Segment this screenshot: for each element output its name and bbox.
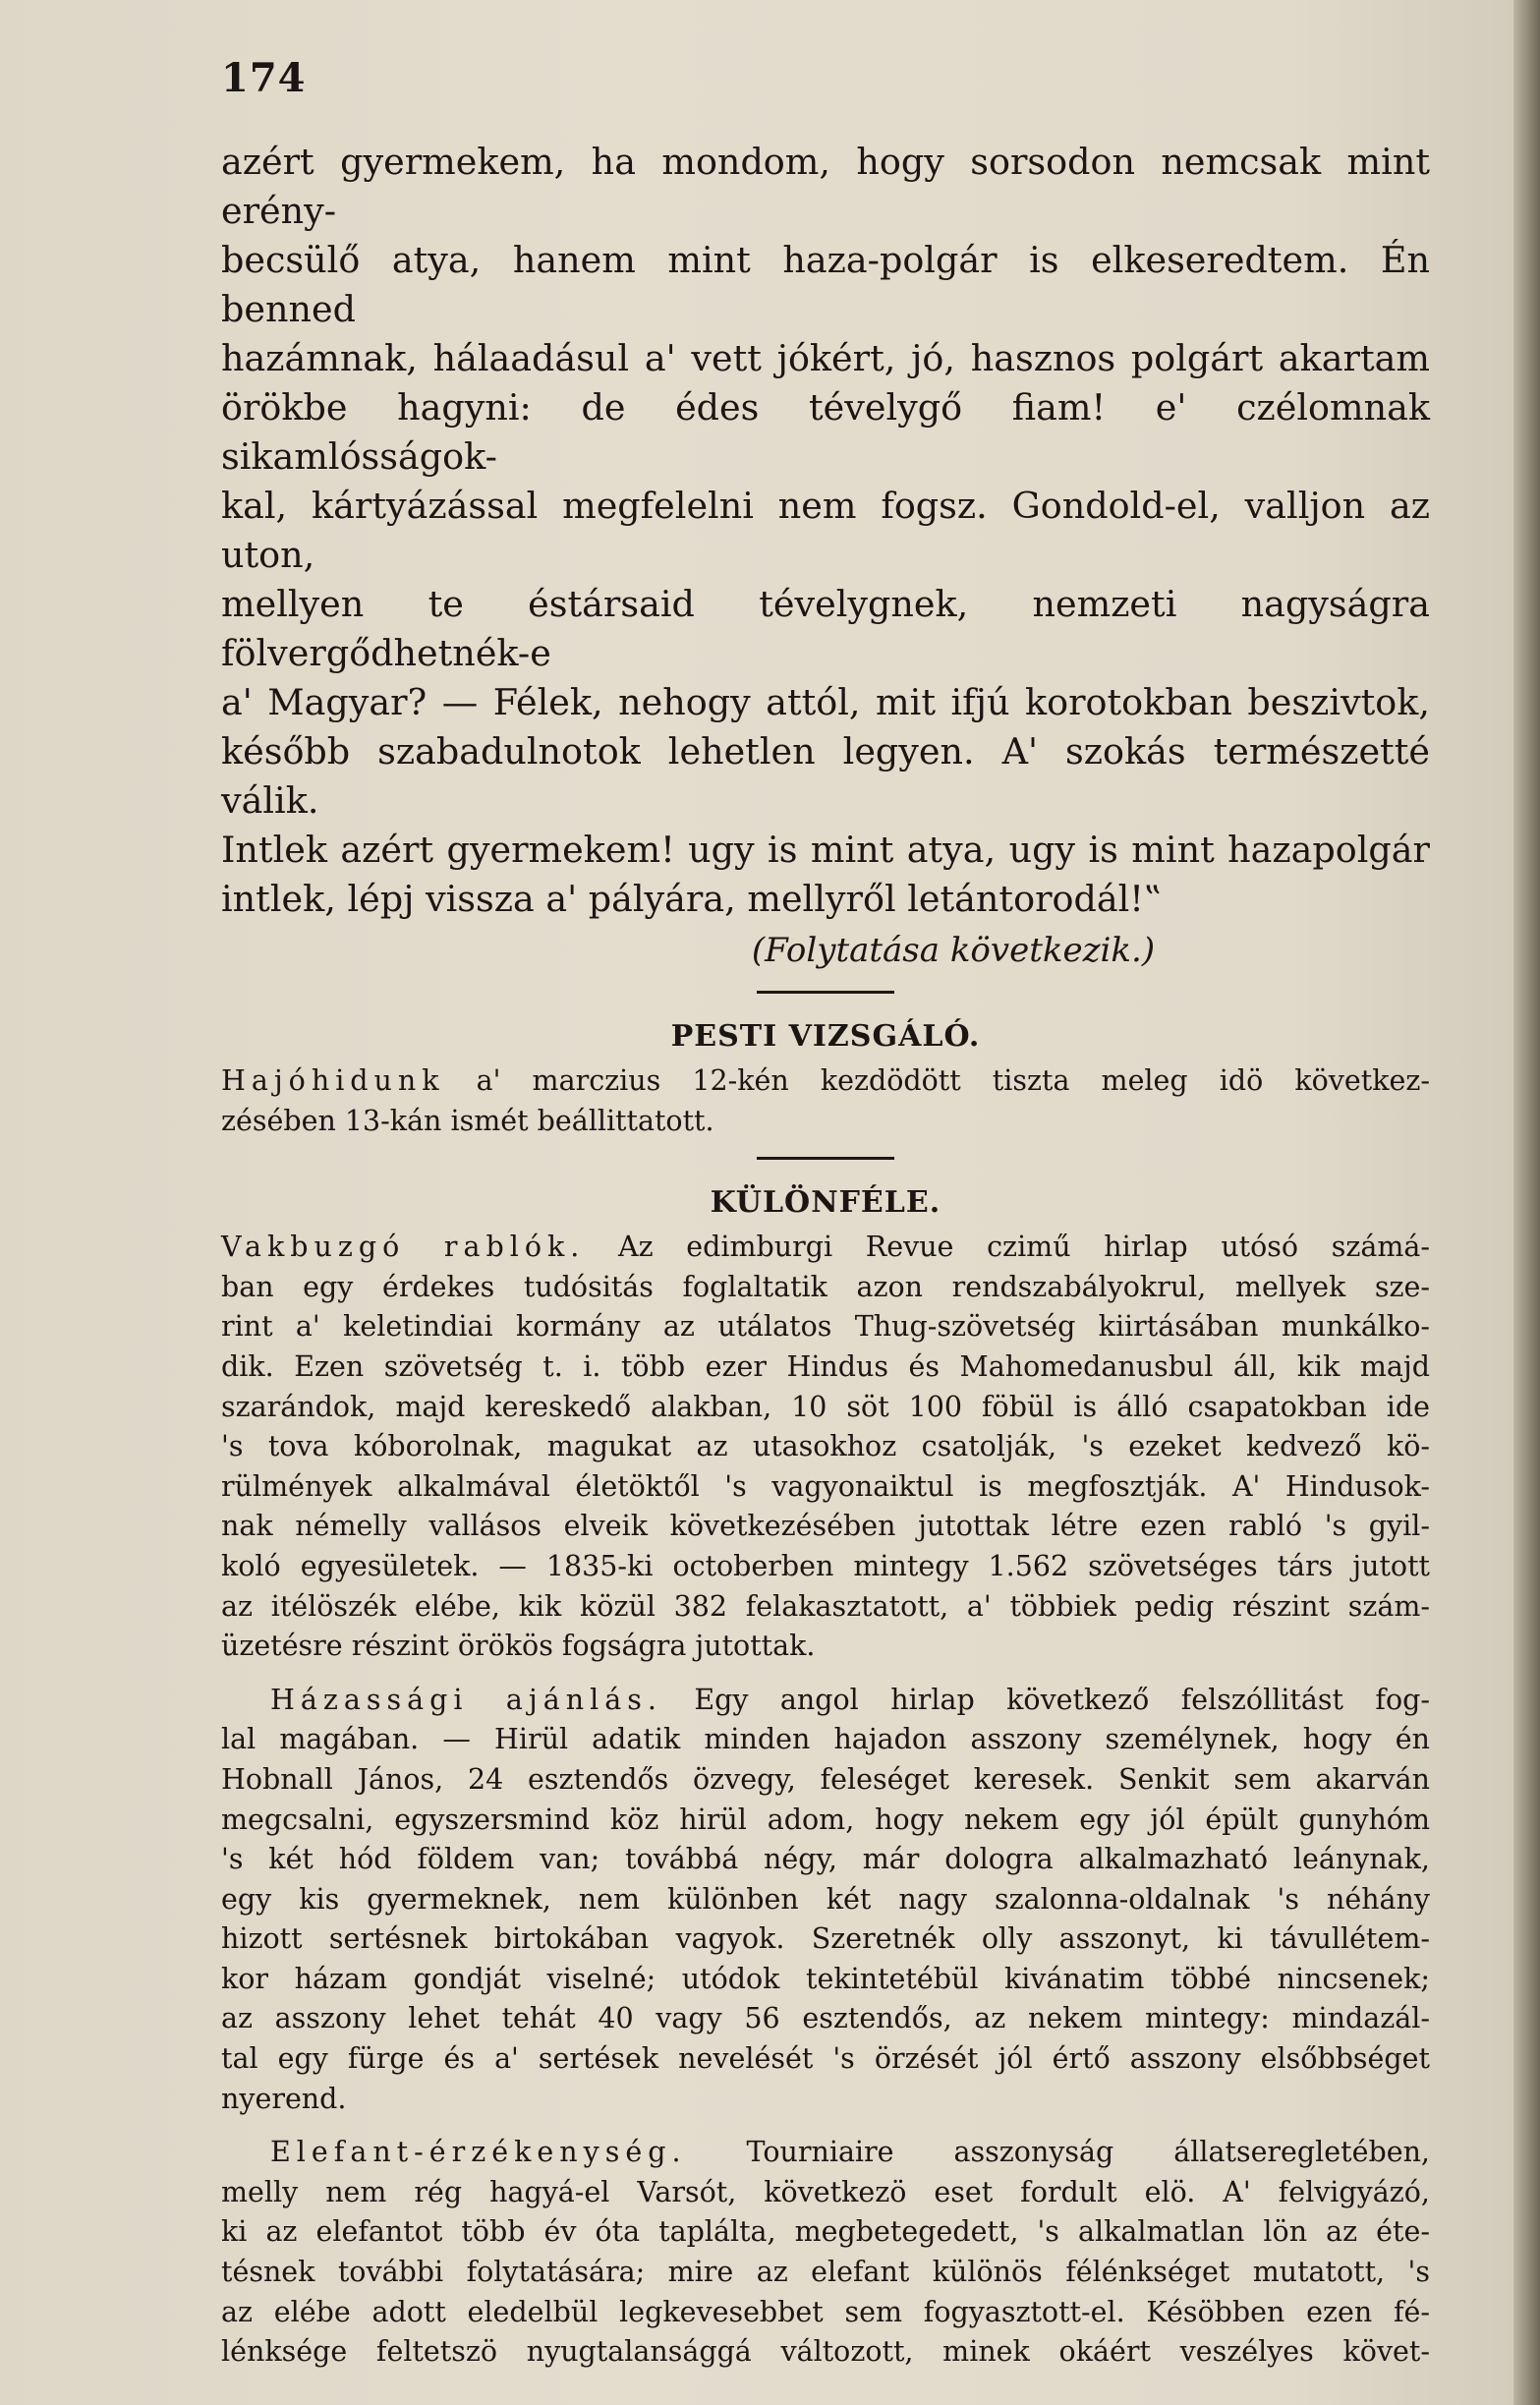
text-line: azért gyermekem, ha mondom, hogy sorsodon nemcsak mint erény- (221, 141, 1430, 232)
text-line: örökbe hagyni: de édes tévelygő fiam! e' czélomnak sikamlósságok- (221, 386, 1430, 478)
text-line: ban egy érdekes tudósitás foglaltatik azon rendszabályokrul, mellyek sze- (221, 1270, 1430, 1303)
text-line: becsülő atya, hanem mint haza-polgár is elkeseredtem. Én benned (221, 239, 1430, 330)
text-line: üzetésre részint örökös fogságra jutottak. (221, 1630, 816, 1663)
text-line: Házassági ajánlás. Egy angol hirlap következő felszóllitást fog- (270, 1683, 1430, 1716)
lead-word: Házassági ajánlás. (270, 1683, 662, 1716)
section-divider (757, 1157, 894, 1160)
lead-word: Vakbuzgó rablók. (221, 1231, 586, 1264)
article-vakbuzgo (221, 1228, 1430, 1667)
text-line: 's két hód földem van; továbbá négy, már dologra alkalmazható leánynak, (221, 1843, 1430, 1876)
text-line: kal, kártyázással megfelelni nem fogsz. Gondold-el, valljon az uton, (221, 485, 1430, 576)
text-line: mellyen te éstársaid tévelygnek, nemzeti nagyságra fölvergődhetnék-e (221, 583, 1430, 674)
text-line: kor házam gondját viselné; utódok tekintetébül kivánatim többé nincsenek; (221, 1962, 1430, 1995)
text-line: rint a' keletindiai kormány az utálatos Thug-szövetség kiirtásában munkálko- (221, 1310, 1430, 1344)
letter-continuation (221, 138, 1430, 975)
text-line: lénksége feltetszö nyugtalansággá változott, minek okáért veszélyes követ- (221, 2335, 1430, 2369)
text-line: melly nem rég hagyá-el Varsót, következö eset fordult elö. A' felvigyázó, (221, 2175, 1430, 2208)
text-line: egy kis gyermeknek, nem különben két nagy szalonna-oldalnak 's néhány (221, 1882, 1430, 1916)
text-line: Vakbuzgó rablók. Az edimburgi Revue czimű hirlap utósó számá- (221, 1231, 1431, 1264)
text-line: hazámnak, hálaadásul a' vett jókért, jó, hasznos polgárt akartam (221, 337, 1430, 379)
page-number: 174 (221, 55, 307, 101)
article-elefant (221, 2133, 1430, 2373)
article-hazassagi (221, 1681, 1430, 2120)
text-line: a' Magyar? — Félek, nehogy attól, mit ifjú korotokban beszivtok, (221, 681, 1430, 723)
text-line: tésnek további folytatására; mire az elefant különös félénkséget mutatott, 's (221, 2256, 1430, 2289)
text-line: megcsalni, egyszersmind köz hirül adom, hogy nekem egy jól épült gunyhóm (221, 1803, 1430, 1836)
text-line: az elébe adott eledelbül legkevesebbet sem fogyasztott-el. Késöbben ezen fé- (221, 2295, 1430, 2328)
section-heading-kulonfele: KÜLÖNFÉLE. (710, 1185, 941, 1221)
text-line: 's tova kóborolnak, magukat az utasokhoz csatolják, 's ezeket kedvező kö- (221, 1430, 1430, 1463)
text-line: Intlek azért gyermekem! ugy is mint atya, ugy is mint hazapolgár (221, 829, 1430, 871)
text-line: az asszony lehet tehát 40 vagy 56 esztendős, az nekem mintegy: mindazál- (221, 2002, 1430, 2035)
section-divider (757, 991, 894, 994)
section-heading-pesti: PESTI VIZSGÁLÓ. (670, 1019, 981, 1054)
text-line: rülmények alkalmával életöktől 's vagyonaiktul is megfosztják. A' Hindusok- (221, 1469, 1430, 1503)
text-line: később szabadulnotok lehetlen legyen. A' szokás természetté válik. (221, 730, 1430, 822)
text-column (221, 138, 1430, 2373)
text-line: lal magában. — Hirül adatik minden hajadon asszony személynek, hogy én (221, 1723, 1430, 1756)
text-line: nak némelly vallásos elveik következésében jutottak létre ezen rabló 's gyil- (221, 1510, 1430, 1543)
text-line: dik. Ezen szövetség t. i. több ezer Hindus és Mahomedanusbul áll, kik majd (221, 1349, 1430, 1383)
lead-word: Hajóhidunk (221, 1064, 445, 1097)
text-line: intlek, lépj vissza a' pályára, mellyről letántorodál!‟ (221, 878, 1163, 920)
lead-word: Elefant-érzékenység. (270, 2136, 687, 2169)
text-line: Hajóhidunk a' marczius 12-kén kezdödött tiszta meleg idö következ- (221, 1064, 1430, 1097)
text-line: szarándok, majd kereskedő alakban, 10 söt 100 föbül is álló csapatokban ide (221, 1390, 1430, 1423)
text-line: Hobnall János, 24 esztendős özvegy, feleséget keresek. Senkit sem akarván (221, 1762, 1430, 1796)
book-spine-edge (1513, 0, 1540, 2405)
text-line: az itélöszék elébe, kik közül 382 felakasztatott, a' többiek pedig részint szám- (221, 1589, 1430, 1623)
text-line: Elefant-érzékenység. Tourniaire asszonyság állatseregletében, (270, 2136, 1430, 2169)
text-line: ki az elefantot több év óta taplálta, megbetegedett, 's alkalmatlan lön az éte- (221, 2215, 1430, 2249)
text-line: hizott sertésnek birtokában vagyok. Szeretnék olly asszonyt, ki távullétem- (221, 1922, 1430, 1956)
text-line: tal egy fürge és a' sertések nevelését 's örzését jól értő asszony elsőbbséget (221, 2042, 1430, 2076)
continued-note: (Folytatása következik.) (751, 931, 1156, 970)
pesti-section (221, 1061, 1430, 1141)
text-line: nyerend. (221, 2082, 347, 2115)
text-line: koló egyesületek. — 1835-ki octoberben mintegy 1.562 szövetséges társ jutott (221, 1549, 1430, 1582)
text-line: zésében 13-kán ismét beállittatott. (221, 1104, 714, 1137)
